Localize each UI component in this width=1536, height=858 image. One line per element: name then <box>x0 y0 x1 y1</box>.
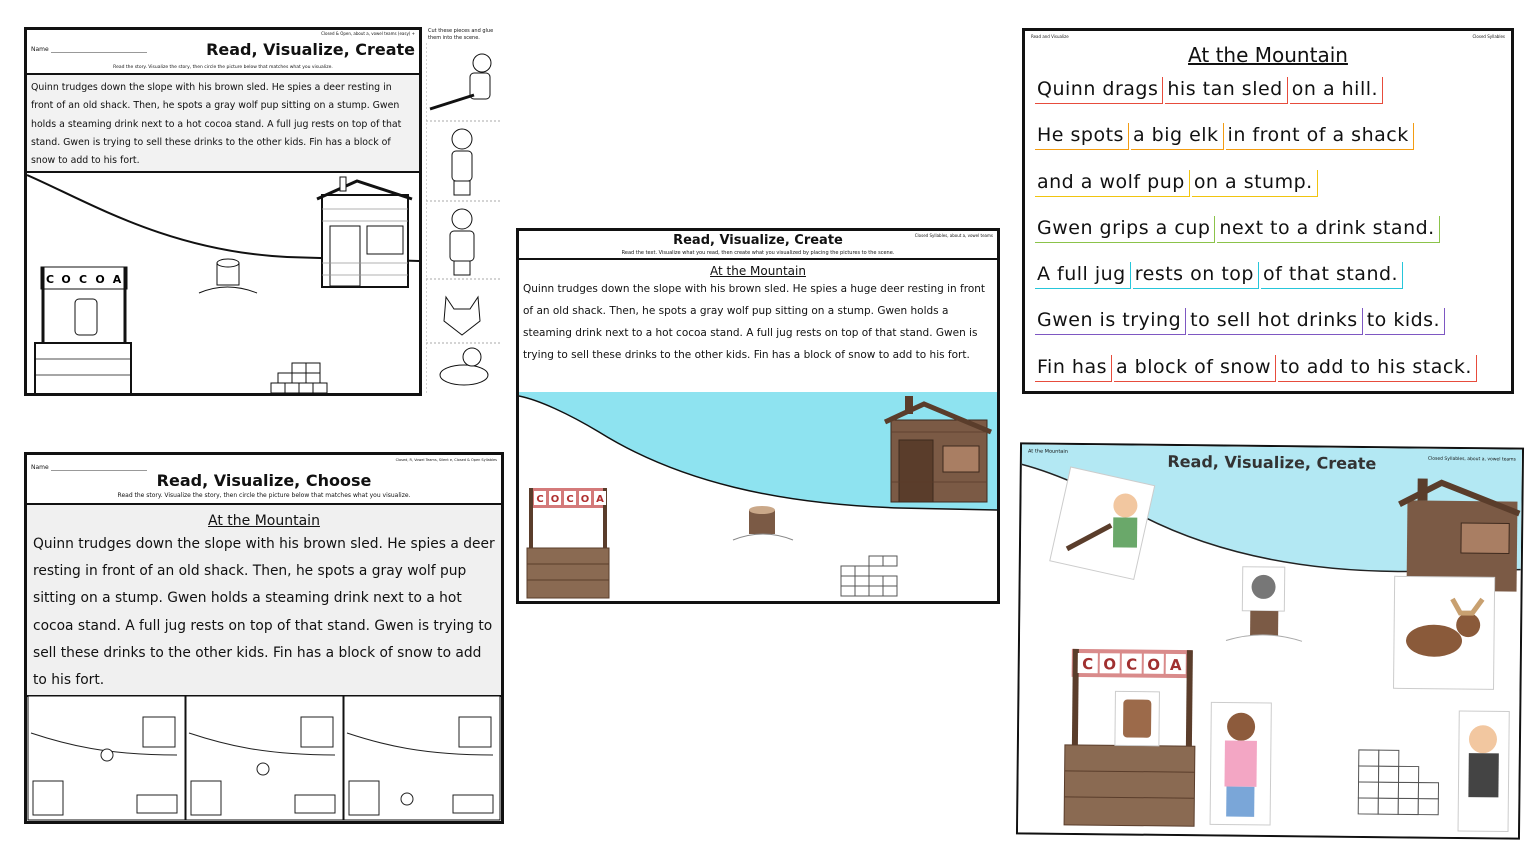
phrase-chunk: of that stand. <box>1261 262 1403 289</box>
phrase-line <box>1035 262 1511 308</box>
worksheet4-tag: Closed, R, Vowel Teams, Silent e, Closed & Open Syllables <box>395 458 497 462</box>
boy-card <box>1458 711 1509 832</box>
worksheet-completed-scene <box>1016 442 1524 839</box>
girl-card <box>1210 702 1271 825</box>
phrase-line <box>1035 77 1511 123</box>
snow-blocks-drawing <box>271 363 327 393</box>
worksheet-read-visualize-create-color <box>516 228 1000 604</box>
stand-letter: O <box>580 494 590 505</box>
worksheet5-tag: Closed Syllables, about a, vowel teams <box>1427 456 1516 463</box>
worksheet1-instructions: Read the story. Visualize the story, then circle the picture below that matches what you visualize. <box>113 65 333 70</box>
stand-letter: O <box>95 273 105 286</box>
worksheet4-story: Quinn trudges down the slope with his brown sled. He spies a deer resting in front of an old shack. Then, he spots a gray wolf pup sitting on a stump. Gwen holds a steaming drink next to a hot cocoa stand. A full jug rests on top of that stand. Gwen is trying to sell these drinks to the other kids. Fin has a block of snow to add to his fort. <box>33 536 495 689</box>
worksheet1-story-box <box>27 73 419 173</box>
worksheet4-title: Read, Visualize, Choose <box>156 471 372 490</box>
worksheet2-title: Read, Visualize, Create <box>673 233 843 248</box>
worksheet4-instructions: Read the story. Visualize the story, then circle the picture below that matches what you visualize. <box>117 492 411 499</box>
phrase-line <box>1035 216 1511 262</box>
stand-letter: C <box>566 494 574 505</box>
phrase-line <box>1035 355 1511 394</box>
stand-letter: O <box>1103 655 1117 674</box>
worksheet3-right-tag: Closed Syllables <box>1472 34 1505 39</box>
stand-letter: C <box>45 273 55 286</box>
stand-letter: O <box>1147 655 1161 674</box>
worksheet3-title: At the Mountain <box>1188 43 1348 67</box>
worksheet1-title: Read, Visualize, Create <box>206 40 415 59</box>
worksheet2-subtitle: At the Mountain <box>710 264 806 278</box>
phrase-chunk: to kids. <box>1365 308 1445 335</box>
girl-icon <box>450 209 474 275</box>
phrase-chunk: in front of a shack <box>1226 123 1414 150</box>
worksheet-read-visualize-create-bw <box>24 27 424 397</box>
worksheet4-choice-panels <box>27 695 501 821</box>
worksheet1-name-label: Name <box>31 46 49 53</box>
phrase-chunk: rests on top <box>1133 262 1259 289</box>
worksheet2-story-box <box>519 258 997 394</box>
phrase-line <box>1035 123 1511 169</box>
wolf-icon <box>444 297 480 335</box>
choice-panel <box>28 696 500 820</box>
phrase-chunk: Gwen grips a cup <box>1035 216 1215 243</box>
stump-drawing <box>199 259 257 293</box>
phrase-chunk: a big elk <box>1131 123 1224 150</box>
phrase-chunk: Quinn drags <box>1035 77 1163 104</box>
wolf-card <box>1242 567 1284 611</box>
worksheet5-left-tag: At the Mountain <box>1027 448 1068 455</box>
cocoa-letters <box>1078 653 1186 674</box>
stand-letter: A <box>1169 655 1182 675</box>
stand-letter: C <box>1126 655 1138 674</box>
worksheet2-instructions: Read the text. Visualize what you read, then create what you visualized by placing the pictures to the scene. <box>621 250 895 256</box>
shack-drawing <box>317 177 412 287</box>
phrase-chunk: next to a drink stand. <box>1217 216 1439 243</box>
worksheet2-tag: Closed Syllables, about a, vowel teams <box>914 233 993 238</box>
worksheet4-name-label: Name <box>31 464 49 471</box>
phrase-chunk: Gwen is trying <box>1035 308 1186 335</box>
stand-letter: A <box>596 494 604 505</box>
moose-card <box>1394 576 1495 689</box>
stand-letter: O <box>550 494 560 505</box>
stand-letter: C <box>78 273 88 286</box>
worksheet1-frame <box>24 27 422 396</box>
phrase-chunk: Fin has <box>1035 355 1112 382</box>
cut-note: Cut these pieces and glue them into the scene. <box>428 28 494 41</box>
phrase-chunk: on a hill. <box>1290 77 1383 104</box>
kid-sled-icon <box>430 54 491 109</box>
worksheet3-left-tag: Read and Visualize <box>1031 34 1069 39</box>
phrase-line <box>1035 308 1511 354</box>
phrase-lines <box>1035 77 1511 394</box>
worksheet-read-visualize-choose <box>24 452 504 824</box>
phrase-chunk: his tan sled <box>1165 77 1287 104</box>
worksheet-phrase-reading <box>1022 28 1514 394</box>
worksheet1-tag: Closed & Open, about a, vowel teams (easy) + <box>321 31 415 36</box>
kid-cup-icon <box>452 129 472 195</box>
phrase-chunk: to add to his stack. <box>1278 355 1477 382</box>
phrase-chunk: a block of snow <box>1114 355 1276 382</box>
completed-scene <box>1018 444 1522 837</box>
cut-pieces-strip <box>426 27 502 393</box>
worksheet1-scene <box>27 171 419 395</box>
stand-letter: A <box>112 273 122 286</box>
phrase-chunk: and a wolf pup <box>1035 170 1190 197</box>
worksheet2-scene <box>519 392 997 602</box>
worksheet5-title: Read, Visualize, Create <box>1167 451 1377 474</box>
worksheet1-name-line <box>51 52 147 53</box>
stand-letter: C <box>1082 655 1094 674</box>
phrase-chunk: He spots <box>1035 123 1129 150</box>
phrase-line <box>1035 170 1511 216</box>
phrase-chunk: A full jug <box>1035 262 1131 289</box>
phrase-chunk: on a stump. <box>1192 170 1318 197</box>
worksheet4-story-box <box>27 503 501 697</box>
stand-letter: C <box>536 494 544 505</box>
worksheet4-subtitle: At the Mountain <box>208 513 320 529</box>
worksheet2-story: Quinn trudges down the slope with his brown sled. He spies a huge deer resting in front of an old shack. Then, he spots a gray wolf pup sitting on a stump. Gwen holds a steaming drink next to a hot cocoa stand. A full jug rests on top of that stand. Gwen is trying to sell these drinks to the other kids. Fin has a block of snow to add to his fort. <box>523 283 986 361</box>
cut-pieces-art <box>426 43 502 393</box>
cocoa-stand-drawing <box>35 267 131 395</box>
deer-icon <box>440 348 488 385</box>
phrase-chunk: to sell hot drinks <box>1188 308 1363 335</box>
cocoa-letters <box>534 491 606 505</box>
stand-letter: O <box>61 273 71 286</box>
worksheet1-story: Quinn trudges down the slope with his brown sled. He spies a deer resting in front of an old shack. Then, he spots a gray wolf pup sitting on a stump. Gwen holds a steaming drink next to a hot cocoa stand. A full jug rests on top of that stand. Gwen is trying to sell these drinks to the other kids. Fin has a block of snow to add to his fort. <box>31 82 402 167</box>
